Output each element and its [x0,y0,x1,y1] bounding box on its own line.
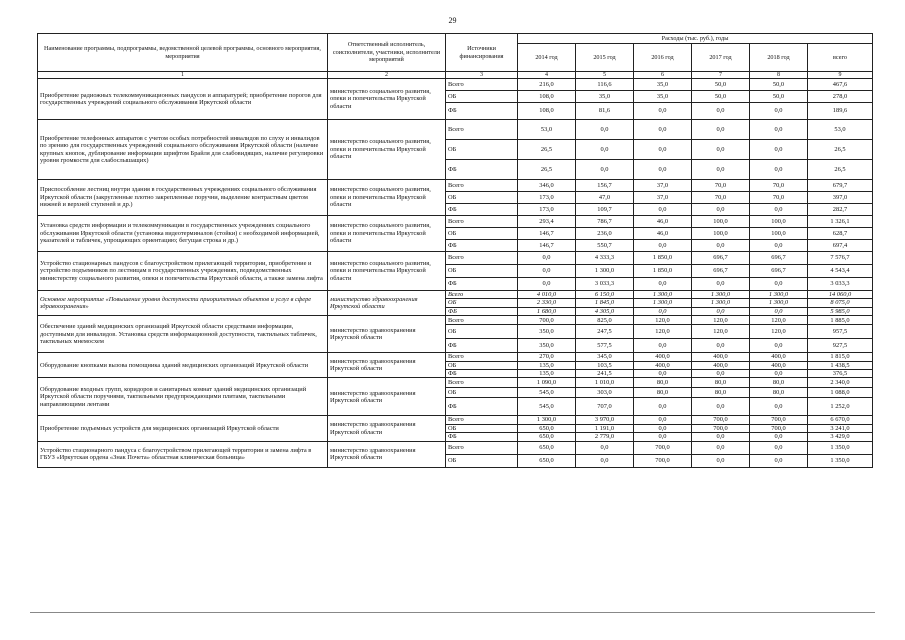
funding-source: ФБ [446,204,518,216]
year-value: 0,0 [576,160,634,180]
year-value: 135,0 [518,370,576,378]
total-value: 628,7 [808,228,873,240]
year-value: 550,7 [576,240,634,252]
year-value: 696,7 [750,252,808,265]
year-value: 0,0 [692,204,750,216]
page-bottom-rule [30,612,875,613]
total-value: 14 060,0 [808,291,873,299]
year-value: 1 191,0 [576,424,634,432]
year-value: 293,4 [518,216,576,228]
year-value: 786,7 [576,216,634,228]
year-value: 303,0 [576,388,634,398]
year-value: 350,0 [518,339,576,353]
total-value: 3 033,3 [808,278,873,291]
year-value: 0,0 [576,454,634,467]
funding-source: ФБ [446,240,518,252]
measure-name: Устройство стационарного пандуса с благоустройством прилегающей территории и замена лифта в ГБУЗ «Иркутская ордена «Знак Почета» областная клиническая больница» [38,441,328,467]
year-value: 4 305,0 [576,307,634,315]
year-value: 0,0 [750,160,808,180]
year-value: 146,7 [518,240,576,252]
year-value: 700,0 [750,424,808,432]
year-value: 0,0 [750,204,808,216]
year-value: 0,0 [692,103,750,120]
year-value: 4 010,0 [518,291,576,299]
year-value: 35,0 [634,79,692,91]
funding-source: ФБ [446,278,518,291]
expenses-table [37,33,873,468]
header-year: 2014 год [518,44,576,72]
funding-source: ОБ [446,192,518,204]
funding-source: Всего [446,416,518,424]
year-value: 0,0 [692,307,750,315]
funding-source: ФБ [446,433,518,441]
responsible-executor: министерство социального развития, опеки и попечительства Иркутской области [328,180,446,216]
year-value: 0,0 [750,441,808,454]
year-value: 400,0 [750,361,808,369]
year-value: 100,0 [750,228,808,240]
total-value: 3 241,0 [808,424,873,432]
header-year: 2016 год [634,44,692,72]
responsible-executor: министерство социального развития, опеки и попечительства Иркутской области [328,252,446,291]
year-value: 236,0 [576,228,634,240]
header-sources: Источники финансирования [446,34,518,72]
funding-source: Всего [446,180,518,192]
funding-source: ОБ [446,140,518,160]
year-value: 1 850,0 [634,265,692,278]
year-value: 400,0 [750,353,808,361]
year-value: 108,0 [518,103,576,120]
measure-name: Основное мероприятие «Повышение уровня доступности приоритетных объектов и услуг в сфере здравоохранения» [38,291,328,316]
year-value: 37,0 [634,180,692,192]
year-value: 0,0 [750,307,808,315]
total-value: 7 576,7 [808,252,873,265]
total-value: 1 088,0 [808,388,873,398]
year-value: 0,0 [692,140,750,160]
total-value: 1 350,0 [808,441,873,454]
year-value: 100,0 [750,216,808,228]
year-value: 0,0 [576,441,634,454]
year-value: 700,0 [634,454,692,467]
total-value: 679,7 [808,180,873,192]
year-value: 100,0 [692,228,750,240]
year-value: 0,0 [692,370,750,378]
year-value: 577,5 [576,339,634,353]
year-value: 0,0 [518,265,576,278]
total-value: 957,5 [808,325,873,339]
total-value: 1 252,0 [808,398,873,416]
year-value: 400,0 [634,361,692,369]
measure-name: Оборудование кнопками вызова помощника зданий медицинских организаций Иркутской области [38,353,328,378]
total-value: 53,0 [808,120,873,140]
total-value: 189,6 [808,103,873,120]
column-number: 9 [808,72,873,79]
total-value: 397,0 [808,192,873,204]
funding-source: Всего [446,120,518,140]
year-value: 53,0 [518,120,576,140]
table-row [38,79,873,91]
year-value: 0,0 [518,252,576,265]
measure-name: Приспособление лестниц внутри здания в государственных учреждениях социального обслуживания Иркутской области (закругленные плотно закрепленные поручни, выделение контрастным цветом нижней и верхней ступеней и др.) [38,180,328,216]
measure-name: Установка средств информации и телекоммуникации в государственных учреждениях социального обслуживания Иркутской области (установка видеотерминалов (стойки) с необходимой информацией, указателей и табличек, упрощающих ориентацию; бегущая строка и др.) [38,216,328,252]
year-value: 70,0 [750,180,808,192]
year-value: 0,0 [634,370,692,378]
header-year: 2017 год [692,44,750,72]
year-value: 26,5 [518,140,576,160]
year-value: 116,6 [576,79,634,91]
year-value: 47,0 [576,192,634,204]
year-value: 345,0 [576,353,634,361]
year-value: 35,0 [576,91,634,103]
year-value: 0,0 [634,160,692,180]
year-value: 1 300,0 [692,291,750,299]
responsible-executor: министерство социального развития, опеки и попечительства Иркутской области [328,79,446,120]
year-value: 146,7 [518,228,576,240]
funding-source: ОБ [446,361,518,369]
year-value: 0,0 [750,339,808,353]
funding-source: Всего [446,441,518,454]
year-value: 0,0 [634,140,692,160]
year-value: 70,0 [692,180,750,192]
year-value: 120,0 [692,325,750,339]
year-value: 0,0 [634,416,692,424]
year-value: 26,5 [518,160,576,180]
measure-name: Приобретение радиожных телекоммуникационных пандусов и аппаратурей; приобретение порогов для государственных учреждений социального обслуживания Иркутской области [38,79,328,120]
year-value: 400,0 [692,353,750,361]
responsible-executor: министерство здравоохранения Иркутской области [328,291,446,316]
year-value: 80,0 [634,378,692,388]
responsible-executor: министерство здравоохранения Иркутской области [328,353,446,378]
header-name: Наименование программы, подпрограммы, ведомственной целевой программы, основного мероприятия, мероприятия [38,34,328,72]
measure-name: Приобретение телефонных аппаратов с учетом особых потребностей инвалидов по слуху и инвалидов по зрению для государственных учреждений социального обслуживания Иркутской области (наличие крупных кнопок, дублирование информации шрифтом Брайля для слабовидящих, наличие регулировки уровня громкости для слабослышащих) [38,120,328,180]
year-value: 0,0 [634,398,692,416]
header-year: 2015 год [576,44,634,72]
year-value: 0,0 [576,120,634,140]
table-row [38,291,873,299]
year-value: 0,0 [634,278,692,291]
total-value: 1 438,5 [808,361,873,369]
table-body [38,79,873,468]
year-value: 0,0 [750,240,808,252]
year-value: 1 300,0 [634,299,692,307]
header-year: 2018 год [750,44,808,72]
year-value: 2 779,0 [576,433,634,441]
year-value: 0,0 [750,433,808,441]
year-value: 0,0 [634,424,692,432]
total-value: 3 429,0 [808,433,873,441]
year-value: 120,0 [692,316,750,325]
total-value: 8 075,0 [808,299,873,307]
funding-source: Всего [446,79,518,91]
measure-name: Оборудование входных групп, коридоров и санитарных комнат зданий медицинских организаций Иркутской области поручнями, тактильными предупреждающими плитами, тактильными направляющими лентами [38,378,328,416]
year-value: 0,0 [750,103,808,120]
year-value: 103,5 [576,361,634,369]
table-row [38,216,873,228]
year-value: 0,0 [692,160,750,180]
responsible-executor: министерство здравоохранения Иркутской области [328,316,446,353]
year-value: 0,0 [750,454,808,467]
total-value: 2 340,0 [808,378,873,388]
year-value: 0,0 [518,278,576,291]
table-row [38,120,873,140]
funding-source: Всего [446,291,518,299]
funding-source: ОБ [446,299,518,307]
year-value: 0,0 [692,240,750,252]
year-value: 400,0 [692,361,750,369]
measure-name: Обеспечение зданий медицинских организаций Иркутской области средствами информации, доступными для инвалидов. Установка средств информационной доступности, тактильных табличек, тактильных мнемосхем [38,316,328,353]
table-row [38,441,873,454]
responsible-executor: министерство социального развития, опеки и попечительства Иркутской области [328,120,446,180]
year-value: 1 680,0 [518,307,576,315]
year-value: 700,0 [634,441,692,454]
total-value: 278,0 [808,91,873,103]
year-value: 100,0 [692,216,750,228]
year-value: 120,0 [634,316,692,325]
year-value: 46,0 [634,216,692,228]
column-number: 1 [38,72,328,79]
year-value: 0,0 [750,398,808,416]
responsible-executor: министерство здравоохранения Иркутской области [328,416,446,441]
year-value: 37,0 [634,192,692,204]
funding-source: ОБ [446,228,518,240]
total-value: 1 326,1 [808,216,873,228]
year-value: 173,0 [518,204,576,216]
funding-source: Всего [446,252,518,265]
year-value: 1 300,0 [692,299,750,307]
year-value: 120,0 [750,325,808,339]
funding-source: Всего [446,353,518,361]
year-value: 0,0 [692,454,750,467]
responsible-executor: министерство здравоохранения Иркутской области [328,378,446,416]
year-value: 241,5 [576,370,634,378]
column-number: 6 [634,72,692,79]
year-value: 700,0 [692,416,750,424]
year-value: 0,0 [634,204,692,216]
year-value: 650,0 [518,433,576,441]
year-value: 1 090,0 [518,378,576,388]
column-number: 8 [750,72,808,79]
table-row [38,252,873,265]
year-value: 650,0 [518,441,576,454]
year-value: 545,0 [518,398,576,416]
year-value: 0,0 [692,441,750,454]
year-value: 1 300,0 [750,299,808,307]
total-value: 282,7 [808,204,873,216]
year-value: 156,7 [576,180,634,192]
year-value: 0,0 [750,140,808,160]
year-value: 1 300,0 [576,265,634,278]
funding-source: ФБ [446,160,518,180]
header-executor: Ответственный исполнитель, соисполнители, участники, исполнители мероприятий [328,34,446,72]
funding-source: ФБ [446,307,518,315]
year-value: 0,0 [750,278,808,291]
year-value: 135,0 [518,361,576,369]
year-value: 120,0 [750,316,808,325]
year-value: 0,0 [634,120,692,140]
year-value: 650,0 [518,454,576,467]
year-value: 1 300,0 [518,416,576,424]
total-value: 1 815,0 [808,353,873,361]
total-value: 376,5 [808,370,873,378]
year-value: 700,0 [750,416,808,424]
total-value: 467,6 [808,79,873,91]
year-value: 50,0 [750,79,808,91]
year-value: 3 970,0 [576,416,634,424]
year-value: 80,0 [750,378,808,388]
total-value: 4 543,4 [808,265,873,278]
year-value: 80,0 [692,388,750,398]
column-number: 7 [692,72,750,79]
funding-source: ФБ [446,103,518,120]
year-value: 3 033,3 [576,278,634,291]
year-value: 1 300,0 [750,291,808,299]
year-value: 825,0 [576,316,634,325]
header-total: всего [808,44,873,72]
year-value: 247,5 [576,325,634,339]
funding-source: Всего [446,216,518,228]
total-value: 5 985,0 [808,307,873,315]
year-value: 109,7 [576,204,634,216]
year-value: 0,0 [692,120,750,140]
year-value: 0,0 [634,103,692,120]
year-value: 81,6 [576,103,634,120]
total-value: 1 885,0 [808,316,873,325]
year-value: 0,0 [634,339,692,353]
year-value: 80,0 [634,388,692,398]
total-value: 26,5 [808,160,873,180]
year-value: 0,0 [634,307,692,315]
table-row [38,416,873,424]
year-value: 173,0 [518,192,576,204]
year-value: 216,0 [518,79,576,91]
year-value: 400,0 [634,353,692,361]
page-number: 29 [448,16,457,25]
year-value: 0,0 [576,140,634,160]
funding-source: ОБ [446,388,518,398]
year-value: 0,0 [692,339,750,353]
year-value: 70,0 [750,192,808,204]
funding-source: Всего [446,378,518,388]
year-value: 70,0 [692,192,750,204]
funding-source: ФБ [446,370,518,378]
column-number: 4 [518,72,576,79]
year-value: 50,0 [692,91,750,103]
funding-source: ОБ [446,454,518,467]
year-value: 696,7 [750,265,808,278]
year-value: 1 300,0 [634,291,692,299]
year-value: 346,0 [518,180,576,192]
total-value: 1 350,0 [808,454,873,467]
funding-source: ОБ [446,265,518,278]
year-value: 1 845,0 [576,299,634,307]
measure-name: Устройство стационарных пандусов с благоустройством прилегающей территории, приобретение и устройство подъемников по лестницам в государственных учреждениях, подведомственных министерству социального развития, опеки и попечительства Иркутской области, а также замена лифта [38,252,328,291]
table-row [38,353,873,361]
year-value: 0,0 [634,433,692,441]
year-value: 35,0 [634,91,692,103]
year-value: 80,0 [750,388,808,398]
year-value: 700,0 [692,424,750,432]
funding-source: ОБ [446,91,518,103]
table-row [38,316,873,325]
total-value: 26,5 [808,140,873,160]
column-number: 5 [576,72,634,79]
funding-source: ФБ [446,398,518,416]
year-value: 545,0 [518,388,576,398]
year-value: 0,0 [692,398,750,416]
year-value: 1 010,0 [576,378,634,388]
year-value: 108,0 [518,91,576,103]
year-value: 46,0 [634,228,692,240]
year-value: 0,0 [750,120,808,140]
funding-source: ФБ [446,339,518,353]
year-value: 270,0 [518,353,576,361]
year-value: 696,7 [692,265,750,278]
funding-source: ОБ [446,424,518,432]
year-value: 0,0 [692,278,750,291]
table-row [38,378,873,388]
year-value: 4 333,3 [576,252,634,265]
year-value: 50,0 [692,79,750,91]
year-value: 0,0 [750,370,808,378]
year-value: 2 330,0 [518,299,576,307]
year-value: 1 850,0 [634,252,692,265]
total-value: 927,5 [808,339,873,353]
year-value: 120,0 [634,325,692,339]
column-number: 3 [446,72,518,79]
column-number: 2 [328,72,446,79]
year-value: 350,0 [518,325,576,339]
year-value: 707,0 [576,398,634,416]
responsible-executor: министерство социального развития, опеки и попечительства Иркутской области [328,216,446,252]
funding-source: Всего [446,316,518,325]
total-value: 697,4 [808,240,873,252]
year-value: 696,7 [692,252,750,265]
column-number-row [38,72,873,79]
year-value: 6 150,0 [576,291,634,299]
year-value: 0,0 [634,240,692,252]
header-expenses: Расходы (тыс. руб.), годы [518,34,873,44]
funding-source: ОБ [446,325,518,339]
year-value: 50,0 [750,91,808,103]
year-value: 0,0 [692,433,750,441]
table-row [38,180,873,192]
total-value: 6 670,0 [808,416,873,424]
year-value: 650,0 [518,424,576,432]
year-value: 700,0 [518,316,576,325]
responsible-executor: министерство здравоохранения Иркутской области [328,441,446,467]
measure-name: Приобретение подъемных устройств для медицинских организаций Иркутской области [38,416,328,441]
year-value: 80,0 [692,378,750,388]
